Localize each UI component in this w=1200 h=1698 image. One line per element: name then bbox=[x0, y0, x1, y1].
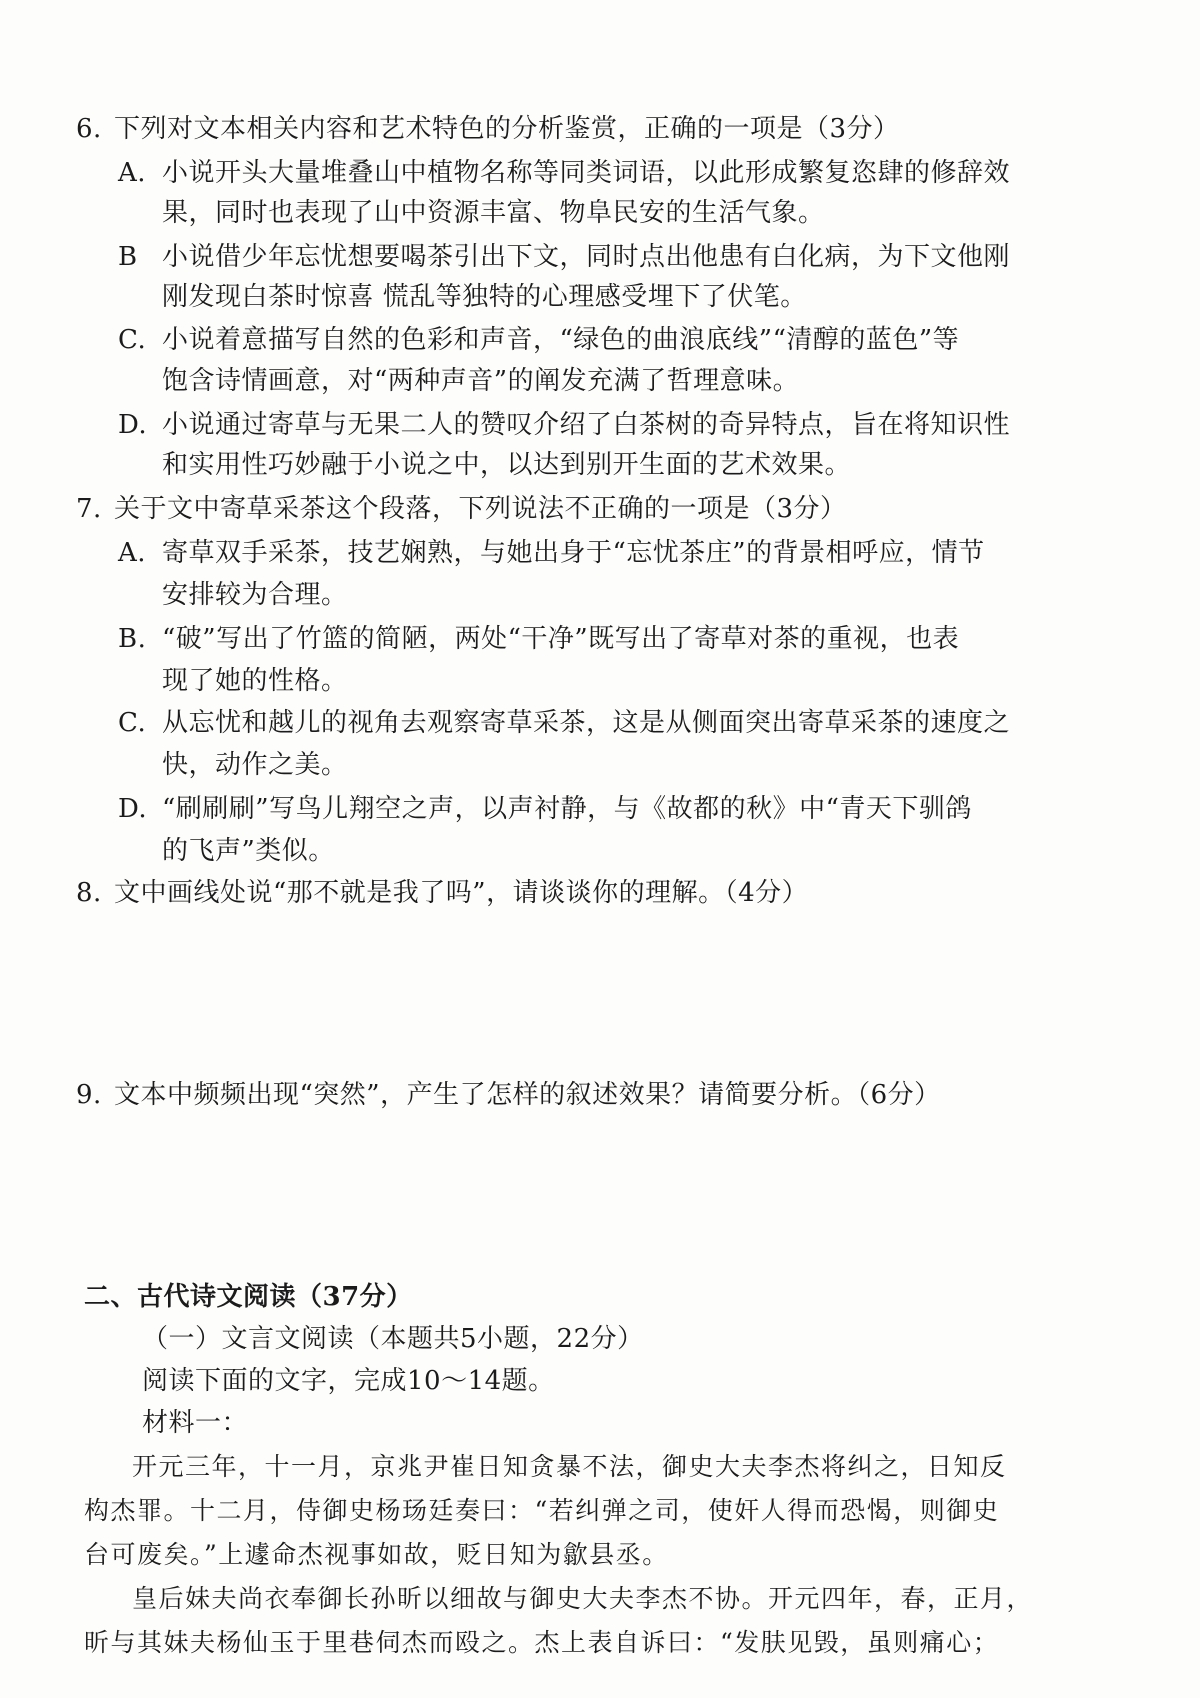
passage-line-2: 构杰罪。十二月，侍御史杨玚廷奏曰：“若纠弹之司，使奸人得而恐愒，则御史 bbox=[84, 1496, 1000, 1525]
question-6-option-c bbox=[118, 323, 959, 357]
question-9-text: 文本中频频出现“突然”，产生了怎样的叙述效果？请简要分析。（6分） bbox=[114, 1080, 941, 1110]
question-8-text: 文中画线处说“那不就是我了吗”，请谈谈你的理解。（4分） bbox=[114, 878, 809, 908]
section-2-instruction: 阅读下面的文字，完成10～14题。 bbox=[142, 1366, 555, 1396]
question-9-stem bbox=[76, 1078, 941, 1112]
question-8-number: 8. bbox=[76, 878, 102, 908]
option-text: “刷刷刷”写鸟儿翔空之声，以声衬静，与《故都的秋》中“青天下驯鸽 bbox=[162, 794, 972, 824]
passage-line-1: 开元三年，十一月，京兆尹崔日知贪暴不法，御史大夫李杰将纠之，日知反 bbox=[132, 1452, 1007, 1481]
question-7-option-b-continued: 现了她的性格。 bbox=[162, 666, 348, 696]
option-label: A. bbox=[118, 158, 147, 188]
option-label: D. bbox=[118, 410, 148, 440]
question-6-option-a-continued: 果，同时也表现了山中资源丰富、物阜民安的生活气象。 bbox=[162, 198, 825, 228]
question-7-option-d-continued: 的飞声”类似。 bbox=[162, 836, 335, 866]
question-6-option-c-continued: 饱含诗情画意，对“两种声音”的阐发充满了哲理意味。 bbox=[162, 366, 800, 396]
option-text: 小说着意描写自然的色彩和声音，“绿色的曲浪底线”“清醇的蓝色”等 bbox=[162, 325, 960, 355]
option-text: 小说开头大量堆叠山中植物名称等同类词语，以此形成繁复恣肆的修辞效 bbox=[162, 158, 1011, 188]
passage-line-3: 台可废矣。”上遽命杰视事如故，贬日知为歙县丞。 bbox=[84, 1540, 669, 1569]
question-7-option-c bbox=[118, 706, 1010, 740]
question-8-stem bbox=[76, 876, 808, 910]
question-9-number: 9. bbox=[76, 1080, 102, 1110]
question-6-number: 6. bbox=[76, 114, 102, 144]
option-text: 寄草双手采茶，技艺娴熟，与她出身于“忘忧茶庄”的背景相呼应，情节 bbox=[162, 538, 985, 568]
question-6-option-a bbox=[118, 156, 1010, 190]
option-label: B bbox=[118, 242, 138, 272]
option-label: D. bbox=[118, 794, 148, 824]
section-2-title: 二、古代诗文阅读（37分） bbox=[84, 1282, 413, 1312]
option-label: A. bbox=[118, 538, 147, 568]
question-7-option-a bbox=[118, 536, 985, 570]
question-7-option-a-continued: 安排较为合理。 bbox=[162, 580, 348, 610]
passage-line-5: 昕与其妹夫杨仙玉于里巷伺杰而殴之。杰上表自诉曰：“发肤见毁，虽则痛心； bbox=[84, 1628, 1000, 1657]
option-text: “破”写出了竹篮的简陋，两处“干净”既写出了寄草对茶的重视，也表 bbox=[162, 624, 960, 654]
question-6-option-b-continued: 刚发现白茶时惊喜 慌乱等独特的心理感受埋下了伏笔。 bbox=[162, 282, 807, 312]
question-7-option-b bbox=[118, 622, 959, 656]
question-6-option-d-continued: 和实用性巧妙融于小说之中，以达到别开生面的艺术效果。 bbox=[162, 450, 852, 480]
option-label: C. bbox=[118, 708, 147, 738]
option-text: 从忘忧和越儿的视角去观察寄草采茶，这是从侧面突出寄草采茶的速度之 bbox=[162, 708, 1011, 738]
question-6-option-d bbox=[118, 408, 1010, 442]
question-7-text: 关于文中寄草采茶这个段落，下列说法不正确的一项是（3分） bbox=[114, 494, 847, 524]
question-7-option-c-continued: 快，动作之美。 bbox=[162, 750, 348, 780]
question-6-text: 下列对文本相关内容和艺术特色的分析鉴赏，正确的一项是（3分） bbox=[114, 114, 900, 144]
question-6-option-b bbox=[118, 240, 1010, 274]
option-label: C. bbox=[118, 325, 147, 355]
question-7-option-d bbox=[118, 792, 972, 826]
section-2-subtitle: （一）文言文阅读（本题共5小题，22分） bbox=[142, 1324, 644, 1354]
question-7-number: 7. bbox=[76, 494, 102, 524]
question-7-stem bbox=[76, 492, 847, 526]
option-text: 小说通过寄草与无果二人的赞叹介绍了白茶树的奇异特点，旨在将知识性 bbox=[162, 410, 1011, 440]
passage-line-4: 皇后妹夫尚衣奉御长孙昕以细故与御史大夫李杰不协。开元四年，春，正月， bbox=[132, 1584, 1034, 1613]
question-6-stem bbox=[76, 112, 900, 146]
option-label: B. bbox=[118, 624, 147, 654]
material-1-label: 材料一： bbox=[142, 1408, 249, 1438]
option-text: 小说借少年忘忧想要喝茶引出下文，同时点出他患有白化病，为下文他刚 bbox=[162, 242, 1011, 272]
